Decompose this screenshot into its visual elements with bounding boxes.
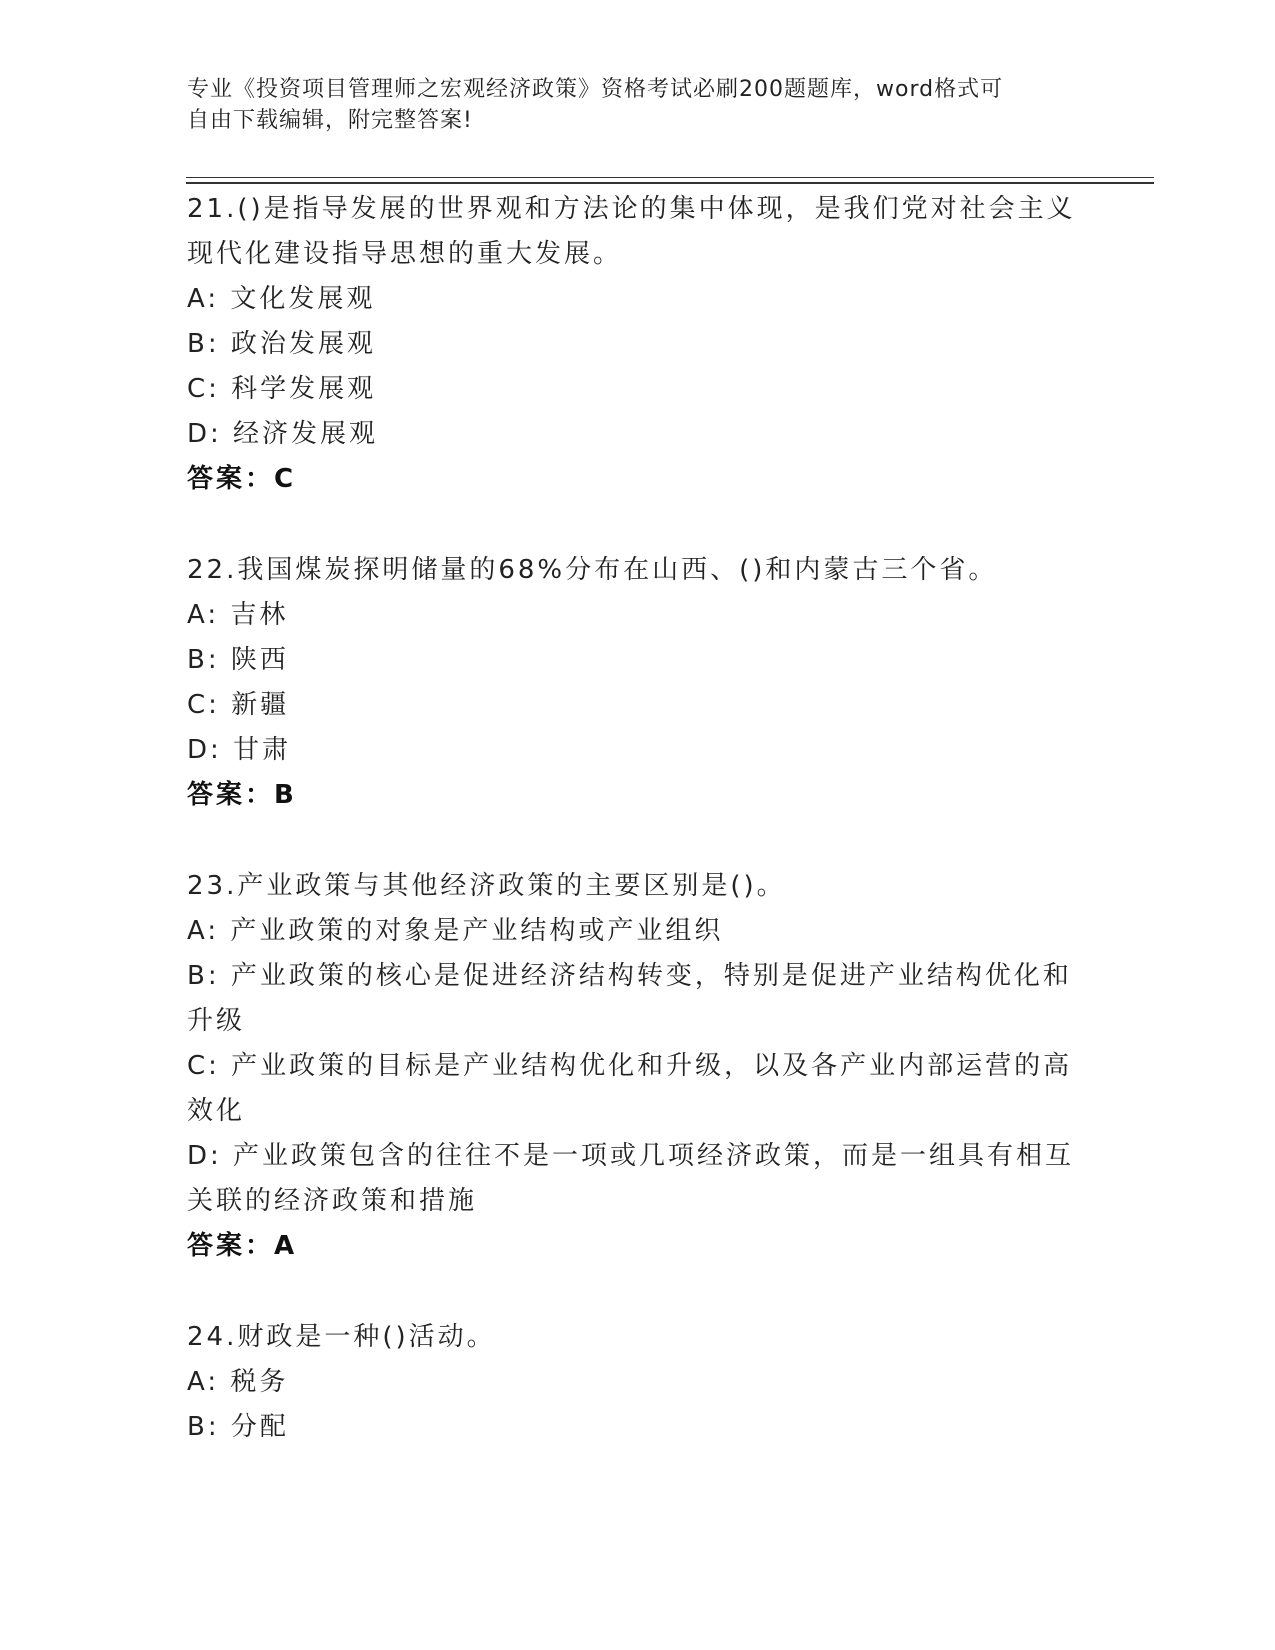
question-24 (187, 1315, 1087, 1450)
answer-line (187, 457, 1087, 502)
question-stem-line: 21.()是指导发展的世界观和方法论的集中体现，是我们党对社会主义 (187, 194, 1076, 224)
option-line: D: 产业政策包含的往往不是一项或几项经济政策，而是一组具有相互 (187, 1141, 1075, 1171)
question-23 (187, 864, 1087, 1269)
option-line: B: 产业政策的核心是促进经济结构转变，特别是促进产业结构优化和 (187, 961, 1072, 991)
answer-value: A (274, 1231, 296, 1261)
answer-value: B (274, 780, 295, 810)
answer-label: 答案： (187, 464, 275, 494)
option-line: C: 新疆 (187, 690, 290, 720)
question-stem-line: 22.我国煤炭探明储量的68%分布在山西、()和内蒙古三个省。 (187, 555, 998, 585)
question-21 (187, 187, 1087, 502)
option-line: B: 陕西 (187, 645, 289, 675)
option-line: 关联的经济政策和措施 (187, 1186, 478, 1216)
option-line: 效化 (187, 1096, 246, 1126)
option-line: A: 文化发展观 (187, 284, 376, 314)
option-line: C: 产业政策的目标是产业结构优化和升级，以及各产业内部运营的高 (187, 1051, 1073, 1081)
option-line: A: 吉林 (187, 600, 289, 630)
header-divider-thin (186, 177, 1154, 178)
option-line: B: 分配 (187, 1412, 289, 1442)
question-stem-line: 现代化建设指导思想的重大发展。 (187, 239, 623, 269)
option-line: D: 甘肃 (187, 735, 292, 765)
answer-line (187, 1224, 1087, 1269)
answer-value: C (274, 464, 295, 494)
option-line: D: 经济发展观 (187, 419, 379, 449)
question-stem-line: 24.财政是一种()活动。 (187, 1322, 496, 1352)
option-line: B: 政治发展观 (187, 329, 376, 359)
answer-line (187, 773, 1087, 818)
option-line: 升级 (187, 1006, 246, 1036)
header-line-1: 专业《投资项目管理师之宏观经济政策》资格考试必刷200题题库，word格式可 (187, 77, 1004, 102)
answer-label: 答案： (187, 780, 275, 810)
answer-label: 答案： (187, 1231, 275, 1261)
option-line: A: 产业政策的对象是产业结构或产业组织 (187, 916, 724, 946)
header-divider-thick (186, 182, 1154, 184)
option-line: A: 税务 (187, 1367, 289, 1397)
question-list (187, 187, 1087, 1496)
document-header (187, 74, 1067, 136)
header-line-2: 自由下载编辑，附完整答案! (187, 108, 473, 133)
question-stem-line: 23.产业政策与其他经济政策的主要区别是()。 (187, 871, 786, 901)
option-line: C: 科学发展观 (187, 374, 377, 404)
question-22 (187, 548, 1087, 818)
